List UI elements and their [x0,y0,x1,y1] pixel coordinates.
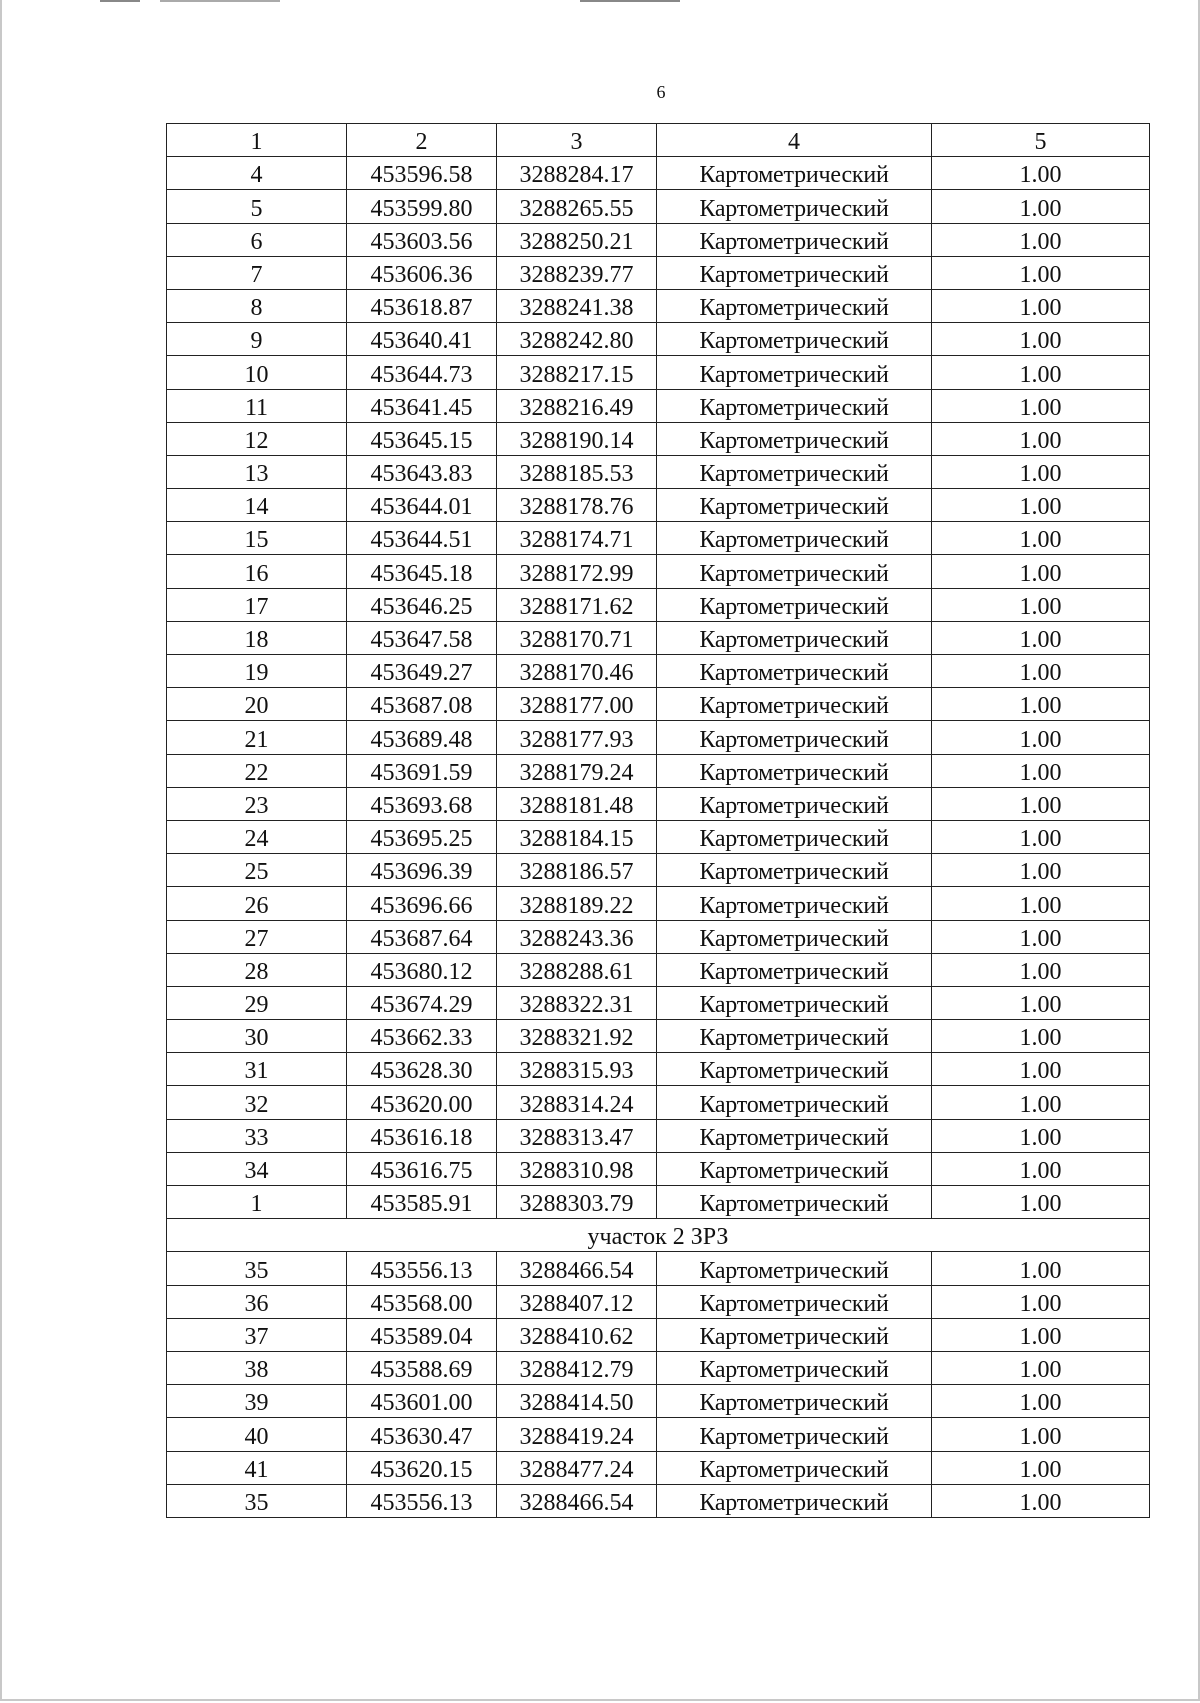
accuracy-cell: 1.00 [932,887,1150,920]
table-row [167,455,1150,488]
y-coordinate-cell: 3288412.79 [497,1351,657,1384]
accuracy-cell: 1.00 [932,688,1150,721]
method-cell: Картометрический [657,986,932,1019]
method-cell: Картометрический [657,887,932,920]
header-row [167,124,1150,157]
x-coordinate-cell: 453603.56 [347,223,497,256]
method-cell: Картометрический [657,854,932,887]
x-coordinate-cell: 453596.58 [347,157,497,190]
table-row [167,1385,1150,1418]
table-row [167,920,1150,953]
x-coordinate-cell: 453589.04 [347,1318,497,1351]
point-number-cell: 29 [167,986,347,1019]
y-coordinate-cell: 3288171.62 [497,588,657,621]
table-row [167,223,1150,256]
x-coordinate-cell: 453696.39 [347,854,497,887]
table-row [167,754,1150,787]
y-coordinate-cell: 3288190.14 [497,422,657,455]
y-coordinate-cell: 3288414.50 [497,1385,657,1418]
point-number-cell: 13 [167,455,347,488]
point-number-cell: 17 [167,588,347,621]
point-number-cell: 34 [167,1152,347,1185]
table-row [167,588,1150,621]
method-cell: Картометрический [657,1484,932,1517]
accuracy-cell: 1.00 [932,1418,1150,1451]
table-row [167,289,1150,322]
method-cell: Картометрический [657,323,932,356]
table-row [167,389,1150,422]
x-coordinate-cell: 453568.00 [347,1285,497,1318]
x-coordinate-cell: 453644.01 [347,489,497,522]
method-cell: Картометрический [657,1318,932,1351]
point-number-cell: 25 [167,854,347,887]
method-cell: Картометрический [657,754,932,787]
point-number-cell: 24 [167,820,347,853]
y-coordinate-cell: 3288170.71 [497,621,657,654]
y-coordinate-cell: 3288242.80 [497,323,657,356]
point-number-cell: 41 [167,1451,347,1484]
x-coordinate-cell: 453606.36 [347,256,497,289]
table-row [167,1119,1150,1152]
y-coordinate-cell: 3288216.49 [497,389,657,422]
point-number-cell: 10 [167,356,347,389]
method-cell: Картометрический [657,1020,932,1053]
point-number-cell: 32 [167,1086,347,1119]
table-row [167,887,1150,920]
point-number-cell: 38 [167,1351,347,1384]
table-row [167,1252,1150,1285]
table-row [167,1285,1150,1318]
method-cell: Картометрический [657,721,932,754]
accuracy-cell: 1.00 [932,1385,1150,1418]
scan-marks [100,0,720,4]
y-coordinate-cell: 3288177.00 [497,688,657,721]
accuracy-cell: 1.00 [932,1252,1150,1285]
accuracy-cell: 1.00 [932,920,1150,953]
accuracy-cell: 1.00 [932,1119,1150,1152]
header-cell: 3 [497,124,657,157]
y-coordinate-cell: 3288284.17 [497,157,657,190]
method-cell: Картометрический [657,489,932,522]
table-row [167,820,1150,853]
point-number-cell: 40 [167,1418,347,1451]
method-cell: Картометрический [657,820,932,853]
table-row [167,1086,1150,1119]
y-coordinate-cell: 3288186.57 [497,854,657,887]
method-cell: Картометрический [657,522,932,555]
x-coordinate-cell: 453641.45 [347,389,497,422]
x-coordinate-cell: 453647.58 [347,621,497,654]
point-number-cell: 22 [167,754,347,787]
table-row [167,688,1150,721]
y-coordinate-cell: 3288239.77 [497,256,657,289]
method-cell: Картометрический [657,1086,932,1119]
accuracy-cell: 1.00 [932,1020,1150,1053]
x-coordinate-cell: 453620.00 [347,1086,497,1119]
x-coordinate-cell: 453674.29 [347,986,497,1019]
accuracy-cell: 1.00 [932,854,1150,887]
table-row [167,256,1150,289]
y-coordinate-cell: 3288185.53 [497,455,657,488]
accuracy-cell: 1.00 [932,787,1150,820]
method-cell: Картометрический [657,1285,932,1318]
y-coordinate-cell: 3288315.93 [497,1053,657,1086]
point-number-cell: 6 [167,223,347,256]
x-coordinate-cell: 453588.69 [347,1351,497,1384]
accuracy-cell: 1.00 [932,323,1150,356]
y-coordinate-cell: 3288217.15 [497,356,657,389]
accuracy-cell: 1.00 [932,289,1150,322]
accuracy-cell: 1.00 [932,721,1150,754]
table-row [167,787,1150,820]
table-row [167,953,1150,986]
accuracy-cell: 1.00 [932,1451,1150,1484]
accuracy-cell: 1.00 [932,256,1150,289]
point-number-cell: 9 [167,323,347,356]
accuracy-cell: 1.00 [932,820,1150,853]
table-row [167,1351,1150,1384]
point-number-cell: 23 [167,787,347,820]
table-row [167,422,1150,455]
method-cell: Картометрический [657,422,932,455]
y-coordinate-cell: 3288410.62 [497,1318,657,1351]
x-coordinate-cell: 453680.12 [347,953,497,986]
table-row [167,854,1150,887]
y-coordinate-cell: 3288174.71 [497,522,657,555]
y-coordinate-cell: 3288250.21 [497,223,657,256]
accuracy-cell: 1.00 [932,356,1150,389]
y-coordinate-cell: 3288243.36 [497,920,657,953]
x-coordinate-cell: 453620.15 [347,1451,497,1484]
point-number-cell: 20 [167,688,347,721]
point-number-cell: 39 [167,1385,347,1418]
x-coordinate-cell: 453643.83 [347,455,497,488]
point-number-cell: 21 [167,721,347,754]
method-cell: Картометрический [657,223,932,256]
method-cell: Картометрический [657,1119,932,1152]
accuracy-cell: 1.00 [932,455,1150,488]
point-number-cell: 33 [167,1119,347,1152]
point-number-cell: 16 [167,555,347,588]
point-number-cell: 5 [167,190,347,223]
table-row [167,1152,1150,1185]
point-number-cell: 27 [167,920,347,953]
x-coordinate-cell: 453585.91 [347,1186,497,1219]
accuracy-cell: 1.00 [932,522,1150,555]
table-row [167,1186,1150,1219]
x-coordinate-cell: 453645.15 [347,422,497,455]
x-coordinate-cell: 453662.33 [347,1020,497,1053]
y-coordinate-cell: 3288170.46 [497,655,657,688]
table-row [167,1484,1150,1517]
table-row [167,323,1150,356]
y-coordinate-cell: 3288313.47 [497,1119,657,1152]
point-number-cell: 15 [167,522,347,555]
section-title: участок 2 ЗРЗ [167,1219,1150,1252]
y-coordinate-cell: 3288288.61 [497,953,657,986]
method-cell: Картометрический [657,1252,932,1285]
y-coordinate-cell: 3288310.98 [497,1152,657,1185]
point-number-cell: 18 [167,621,347,654]
method-cell: Картометрический [657,953,932,986]
x-coordinate-cell: 453556.13 [347,1252,497,1285]
method-cell: Картометрический [657,157,932,190]
method-cell: Картометрический [657,356,932,389]
x-coordinate-cell: 453689.48 [347,721,497,754]
table-row [167,1451,1150,1484]
method-cell: Картометрический [657,389,932,422]
y-coordinate-cell: 3288466.54 [497,1484,657,1517]
table-row [167,190,1150,223]
point-number-cell: 35 [167,1484,347,1517]
x-coordinate-cell: 453649.27 [347,655,497,688]
accuracy-cell: 1.00 [932,1186,1150,1219]
x-coordinate-cell: 453644.73 [347,356,497,389]
accuracy-cell: 1.00 [932,1285,1150,1318]
accuracy-cell: 1.00 [932,157,1150,190]
y-coordinate-cell: 3288407.12 [497,1285,657,1318]
accuracy-cell: 1.00 [932,986,1150,1019]
method-cell: Картометрический [657,1351,932,1384]
method-cell: Картометрический [657,190,932,223]
table-row [167,621,1150,654]
accuracy-cell: 1.00 [932,588,1150,621]
x-coordinate-cell: 453618.87 [347,289,497,322]
method-cell: Картометрический [657,787,932,820]
y-coordinate-cell: 3288303.79 [497,1186,657,1219]
point-number-cell: 36 [167,1285,347,1318]
accuracy-cell: 1.00 [932,489,1150,522]
x-coordinate-cell: 453645.18 [347,555,497,588]
point-number-cell: 14 [167,489,347,522]
x-coordinate-cell: 453691.59 [347,754,497,787]
accuracy-cell: 1.00 [932,190,1150,223]
x-coordinate-cell: 453616.18 [347,1119,497,1152]
accuracy-cell: 1.00 [932,1152,1150,1185]
x-coordinate-cell: 453640.41 [347,323,497,356]
x-coordinate-cell: 453687.64 [347,920,497,953]
y-coordinate-cell: 3288177.93 [497,721,657,754]
accuracy-cell: 1.00 [932,223,1150,256]
header-cell: 2 [347,124,497,157]
x-coordinate-cell: 453601.00 [347,1385,497,1418]
table-row [167,655,1150,688]
x-coordinate-cell: 453693.68 [347,787,497,820]
x-coordinate-cell: 453687.08 [347,688,497,721]
y-coordinate-cell: 3288466.54 [497,1252,657,1285]
x-coordinate-cell: 453644.51 [347,522,497,555]
table-row [167,356,1150,389]
x-coordinate-cell: 453696.66 [347,887,497,920]
point-number-cell: 35 [167,1252,347,1285]
point-number-cell: 30 [167,1020,347,1053]
point-number-cell: 7 [167,256,347,289]
accuracy-cell: 1.00 [932,953,1150,986]
y-coordinate-cell: 3288321.92 [497,1020,657,1053]
method-cell: Картометрический [657,920,932,953]
method-cell: Картометрический [657,1186,932,1219]
method-cell: Картометрический [657,1385,932,1418]
point-number-cell: 28 [167,953,347,986]
accuracy-cell: 1.00 [932,555,1150,588]
method-cell: Картометрический [657,688,932,721]
accuracy-cell: 1.00 [932,1484,1150,1517]
accuracy-cell: 1.00 [932,422,1150,455]
point-number-cell: 19 [167,655,347,688]
accuracy-cell: 1.00 [932,1086,1150,1119]
y-coordinate-cell: 3288181.48 [497,787,657,820]
table-row [167,157,1150,190]
x-coordinate-cell: 453695.25 [347,820,497,853]
x-coordinate-cell: 453628.30 [347,1053,497,1086]
accuracy-cell: 1.00 [932,655,1150,688]
x-coordinate-cell: 453616.75 [347,1152,497,1185]
table-row [167,522,1150,555]
point-number-cell: 1 [167,1186,347,1219]
accuracy-cell: 1.00 [932,754,1150,787]
method-cell: Картометрический [657,555,932,588]
x-coordinate-cell: 453556.13 [347,1484,497,1517]
table-row [167,555,1150,588]
y-coordinate-cell: 3288265.55 [497,190,657,223]
table-row [167,986,1150,1019]
method-cell: Картометрический [657,655,932,688]
y-coordinate-cell: 3288184.15 [497,820,657,853]
section-row [167,1219,1150,1252]
x-coordinate-cell: 453630.47 [347,1418,497,1451]
method-cell: Картометрический [657,256,932,289]
point-number-cell: 12 [167,422,347,455]
header-cell: 1 [167,124,347,157]
table-row [167,1053,1150,1086]
table-row [167,721,1150,754]
table-row [167,1418,1150,1451]
y-coordinate-cell: 3288322.31 [497,986,657,1019]
method-cell: Картометрический [657,455,932,488]
accuracy-cell: 1.00 [932,1318,1150,1351]
accuracy-cell: 1.00 [932,389,1150,422]
method-cell: Картометрический [657,1451,932,1484]
method-cell: Картометрический [657,1152,932,1185]
table-row [167,1020,1150,1053]
method-cell: Картометрический [657,289,932,322]
table-row [167,1318,1150,1351]
method-cell: Картометрический [657,1418,932,1451]
x-coordinate-cell: 453599.80 [347,190,497,223]
page-number: 6 [656,82,666,102]
accuracy-cell: 1.00 [932,621,1150,654]
point-number-cell: 11 [167,389,347,422]
method-cell: Картометрический [657,1053,932,1086]
point-number-cell: 31 [167,1053,347,1086]
x-coordinate-cell: 453646.25 [347,588,497,621]
y-coordinate-cell: 3288314.24 [497,1086,657,1119]
y-coordinate-cell: 3288419.24 [497,1418,657,1451]
y-coordinate-cell: 3288178.76 [497,489,657,522]
point-number-cell: 8 [167,289,347,322]
y-coordinate-cell: 3288179.24 [497,754,657,787]
point-number-cell: 37 [167,1318,347,1351]
y-coordinate-cell: 3288477.24 [497,1451,657,1484]
header-cell: 4 [657,124,932,157]
point-number-cell: 4 [167,157,347,190]
table-row [167,489,1150,522]
method-cell: Картометрический [657,588,932,621]
y-coordinate-cell: 3288172.99 [497,555,657,588]
coordinates-table [166,123,1150,1518]
header-cell: 5 [932,124,1150,157]
accuracy-cell: 1.00 [932,1053,1150,1086]
y-coordinate-cell: 3288241.38 [497,289,657,322]
point-number-cell: 26 [167,887,347,920]
method-cell: Картометрический [657,621,932,654]
y-coordinate-cell: 3288189.22 [497,887,657,920]
accuracy-cell: 1.00 [932,1351,1150,1384]
